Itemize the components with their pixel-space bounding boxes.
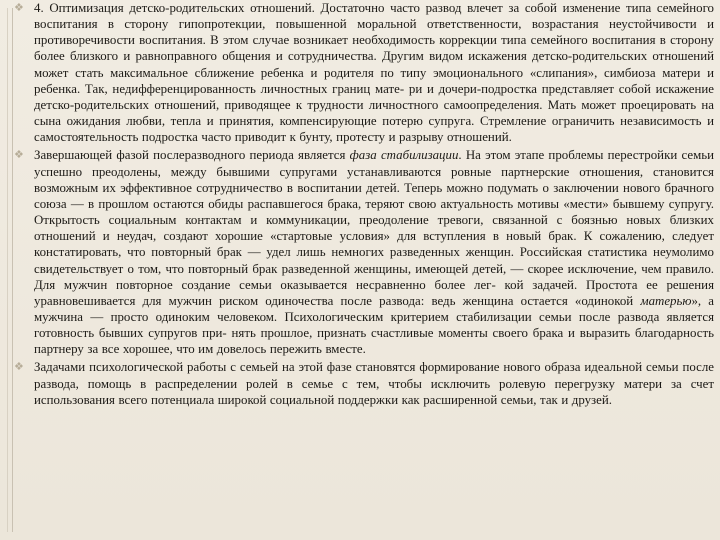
diamond-bullet-icon: ❖: [14, 149, 24, 162]
paragraph-text: Завершающей фазой послеразводного периода является: [34, 148, 350, 163]
paragraph-text: », а мужчина — просто одиноким человеком. Психологическим критерием стабилизации семьи после развода является готовность бывших супругов при- нять прошлое, признать счастливые моменты своего брака и выразить благодарность партнеру за все хорошее, что им довелось пережить вместе.: [34, 293, 714, 357]
paragraph-text: 4. Оптимизация детско-родительских отношений. Достаточно часто развод влечет за собой изменение типа семейного воспитания в сторону гипопротекции, повышенной моральной ответственности, возрастания неустойчивости и противоречивости воспитания. В этом случае возникает необходимость коррекции типа семейного воспитания в сторону более близкого и равноправного общения и сотрудничества. Другим видом искажения детско-родительских отношений может стать максимальное сближение ребенка и родителя по типу эмоционального «слипания», симбиоза матери и ребенка. Так, недифференцированность личностных границ мате- ри и дочери-подростка представляет собой искажение детско-родительских отношений, приводящее к трудности личностного самоопределения. Мать может проецировать на сына ожидания любви, тепла и принятия, компенсирующие потерю супруга. Стремление ограничить независимость и самостоятельность подростка часто приводит к бунту, протесту и разрыву отношений.: [34, 1, 714, 145]
list-item-stabilization: [14, 147, 714, 357]
diamond-bullet-icon: ❖: [14, 2, 24, 14]
emphasis-term: матерью: [640, 293, 692, 308]
list-item-tasks: [14, 359, 714, 407]
left-rule-outer: [7, 8, 8, 532]
list-item-optimization: [14, 0, 714, 145]
paragraph-text: Задачами психологической работы с семьей на этой фазе становятся формирование нового образа идеальной семьи после развода, помощь в распределении ролей в семье с тем, чтобы исключить ролевую перегрузку матери за счет использования всего потенциала широкой социальной поддержки как расширенной семьи, так и друзей.: [34, 360, 714, 407]
left-rule: [12, 8, 13, 532]
emphasis-term: фаза стабилизации: [349, 148, 459, 163]
bullet-list: [14, 0, 714, 410]
diamond-bullet-icon: ❖: [14, 361, 24, 374]
paragraph-text: . На этом этапе проблемы перестройки семьи успешно преодолены, между бывшими супругами устанавливаются ровные партнерские отношения, становится возможным их эффективное сотрудничество в воспитании детей. Теперь можно подумать о заключении нового брачного союза — в прошлом остаются обиды распавшегося брака, теряют свою актуальность мотивы «мести» бывшему супругу. Открытость социальным контактам и коммуникации, преодоление тревоги, связанной с боязнью новых близких отношений и неудач, создают хорошие «стартовые условия» для вступления в новый брак. К сожалению, следует констатировать, что повторный брак — удел лишь немногих разведенных женщин. Российская статистика неумолимо свидетельствует о том, что повторный брак разведенной женщины, имеющей детей, — скорее исключение, чем правило. Для мужчин повторное создание семьи оказывается несравненно более лег- кой задачей. Простота ее решения уравновешивается для мужчин риском одиночества после развода: ведь женщина остается «одинокой: [34, 148, 714, 308]
